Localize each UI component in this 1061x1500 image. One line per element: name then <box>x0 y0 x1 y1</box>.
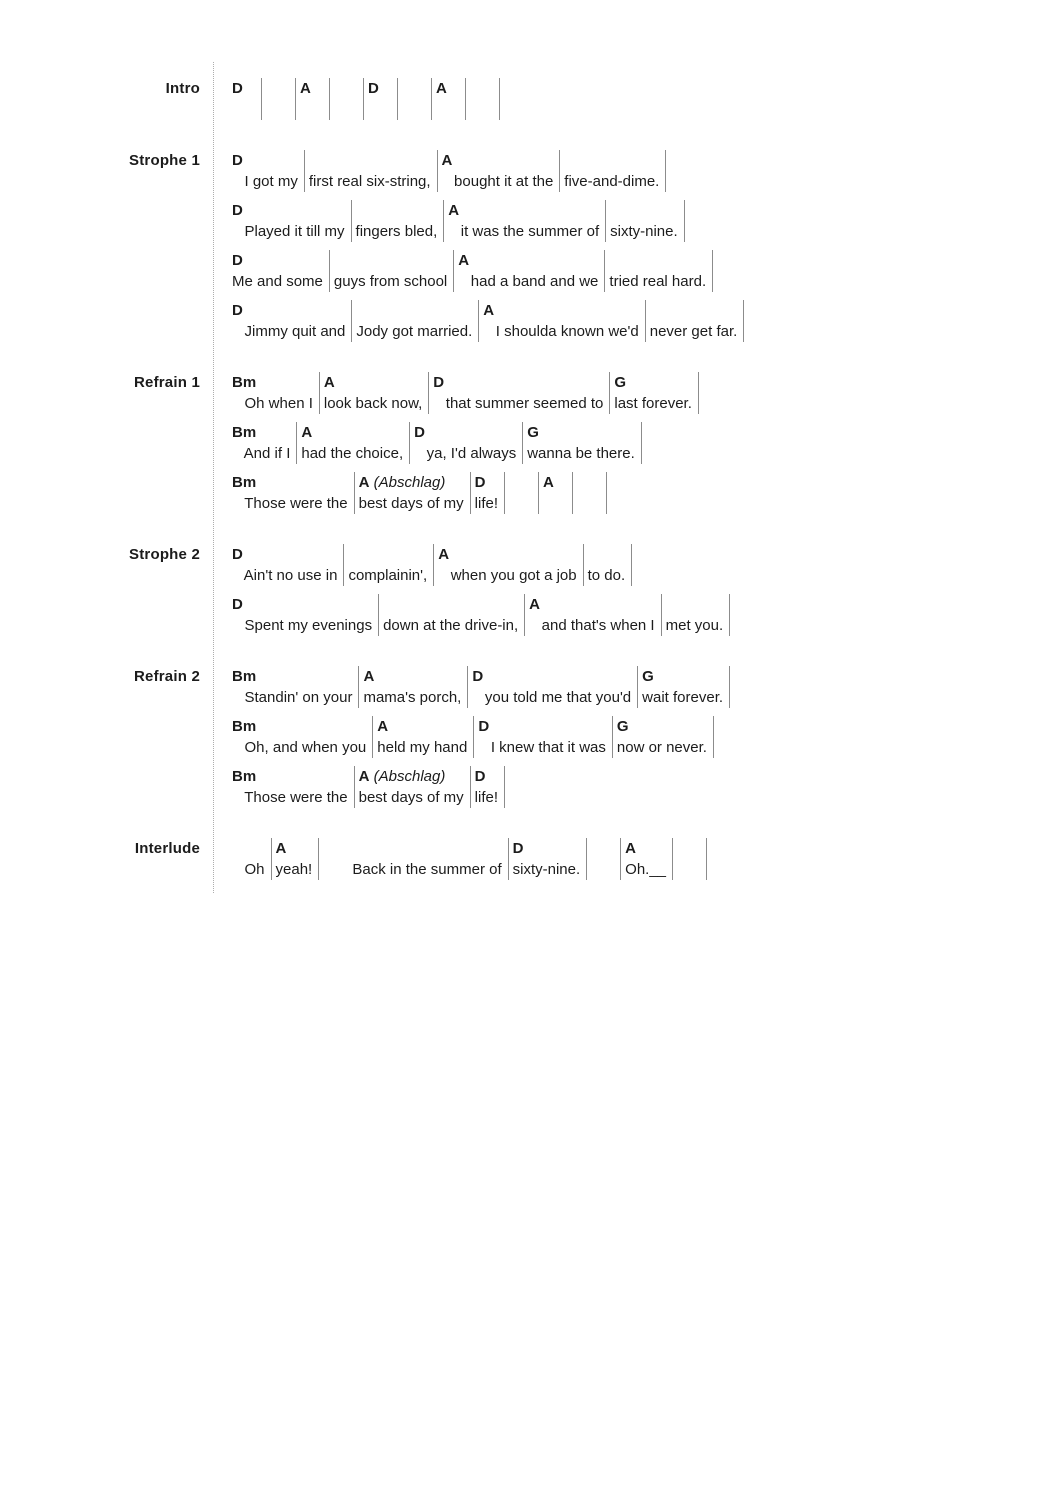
chord-line <box>543 472 566 493</box>
measure-cell <box>228 200 352 242</box>
chord-symbol: A <box>300 80 311 97</box>
section-lines <box>228 150 744 350</box>
chord-symbol: A <box>358 768 370 785</box>
empty-measure-cell <box>573 472 607 514</box>
section-label: Refrain 1 <box>134 374 200 391</box>
measure-cell <box>621 838 673 880</box>
chord-line <box>232 544 337 565</box>
chord-line <box>300 78 323 99</box>
chord-line <box>438 544 576 565</box>
lyric-text: tried real hard. <box>609 273 707 290</box>
chord-symbol: A <box>377 718 389 735</box>
chord-line <box>650 300 738 321</box>
chord-symbol: D <box>472 668 484 685</box>
chord-line <box>232 250 323 271</box>
measure-cell <box>228 716 373 758</box>
lyric-text: mama's porch, <box>363 689 462 706</box>
measure-cell <box>319 838 508 880</box>
lyric-text: I shoulda known we'd <box>483 323 639 340</box>
lyric-text: that summer seemed to <box>433 395 604 412</box>
section-label: Intro <box>165 80 200 97</box>
measure-cell <box>438 150 561 192</box>
lyric-text: I got my <box>232 173 298 190</box>
section-label: Strophe 2 <box>129 546 200 563</box>
lyric-text: down at the drive-in, <box>383 617 519 634</box>
lyric-text: fingers bled, <box>355 223 438 240</box>
song-section <box>0 666 1061 816</box>
measure-cell <box>509 838 588 880</box>
chord-lyric-line <box>228 766 730 808</box>
chord-symbol: A <box>625 840 636 857</box>
chord-symbol: D <box>232 252 243 269</box>
lyric-text: Back in the summer of <box>323 861 502 878</box>
chord-lyric-line <box>228 594 730 636</box>
lyric-text <box>402 99 425 120</box>
lyric-text: you told me that you'd <box>472 689 632 706</box>
lyric-text <box>577 493 600 514</box>
lyric-text: Jimmy quit and <box>232 323 346 340</box>
chord-line <box>610 200 678 221</box>
lyric-text: never get far. <box>649 323 738 340</box>
lyric-text: life! <box>474 495 499 512</box>
lyric-text: Oh <box>232 861 265 878</box>
measure-cell <box>228 372 320 414</box>
empty-measure-cell <box>673 838 707 880</box>
chord-line <box>588 544 626 565</box>
chord-line <box>334 250 447 271</box>
measure-cell <box>344 544 434 586</box>
measure-cell <box>228 250 330 292</box>
lyric-text <box>232 99 255 120</box>
chord-symbol: A <box>363 668 375 685</box>
lyric-text <box>543 493 566 514</box>
empty-measure-cell <box>330 78 364 120</box>
lyric-text: I knew that it was <box>478 739 606 756</box>
chord-line <box>577 472 600 493</box>
lyric-text: best days of my <box>358 495 464 512</box>
chord-annotation: (Abschlag) <box>369 474 446 491</box>
chord-symbol: D <box>232 302 243 319</box>
chord-symbol: D <box>474 474 486 491</box>
chord-symbol: D <box>433 374 445 391</box>
chord-symbol: A <box>458 252 470 269</box>
chord-symbol: A <box>448 202 460 219</box>
empty-measure-cell <box>505 472 539 514</box>
lyric-text: had the choice, <box>301 445 404 462</box>
measure-cell <box>228 594 379 636</box>
lyric-text: Those were the <box>232 495 348 512</box>
chord-line <box>232 716 366 737</box>
chord-line <box>368 78 391 99</box>
chord-line <box>334 78 357 99</box>
lyric-text: and that's when I <box>529 617 655 634</box>
song-section <box>0 150 1061 350</box>
measure-cell <box>359 666 468 708</box>
chord-symbol: D <box>232 596 243 613</box>
measure-cell <box>355 472 471 514</box>
lyric-text: sixty-nine. <box>512 861 581 878</box>
section-lines <box>228 838 707 888</box>
lyric-text: look back now, <box>323 395 423 412</box>
chord-symbol: A <box>441 152 453 169</box>
measure-cell <box>429 372 610 414</box>
chord-line <box>591 838 614 859</box>
lyric-text: Me and some <box>232 273 323 290</box>
song-section <box>0 78 1061 128</box>
chord-symbol: D <box>478 718 490 735</box>
measure-cell <box>539 472 573 514</box>
chord-line <box>433 372 603 393</box>
lyric-text: last forever. <box>614 395 692 412</box>
measure-cell <box>610 372 699 414</box>
chord-symbol: G <box>642 668 654 685</box>
lyric-text: Spent my evenings <box>232 617 373 634</box>
chord-line <box>363 666 461 687</box>
lyric-text: life! <box>474 789 499 806</box>
chord-line <box>356 200 438 221</box>
chord-symbol: A <box>529 596 540 613</box>
chord-symbol: G <box>616 718 629 735</box>
chord-line <box>513 838 581 859</box>
chord-line <box>232 422 290 443</box>
chord-line <box>266 78 289 99</box>
lyric-text: Jody got married. <box>356 323 473 340</box>
empty-measure-cell <box>262 78 296 120</box>
lyric-text <box>677 859 700 880</box>
chord-symbol: D <box>232 546 243 563</box>
measure-cell <box>662 594 731 636</box>
measure-cell <box>297 422 410 464</box>
lyric-text: Ain't no use in <box>232 567 338 584</box>
lyric-text: complainin', <box>348 567 428 584</box>
chord-line <box>301 422 403 443</box>
chord-line <box>614 372 692 393</box>
measure-cell <box>646 300 745 342</box>
lyric-text <box>368 99 391 120</box>
song-section <box>0 544 1061 644</box>
sections-container <box>0 78 1061 888</box>
chord-line <box>359 472 464 493</box>
chord-lyric-line <box>228 150 744 192</box>
measure-cell <box>434 544 583 586</box>
measure-cell <box>613 716 714 758</box>
lyric-text: now or never. <box>616 739 707 756</box>
chord-line <box>232 300 345 321</box>
lyric-text: guys from school <box>333 273 448 290</box>
lyric-text <box>334 99 357 120</box>
measure-cell <box>352 200 445 242</box>
measure-cell <box>638 666 730 708</box>
section-lines <box>228 544 730 644</box>
chord-symbol: A <box>323 374 335 391</box>
chord-line <box>276 838 313 859</box>
chord-symbol: A <box>438 546 450 563</box>
measure-cell <box>296 78 330 120</box>
chord-line <box>402 78 425 99</box>
chord-annotation: (Abschlag) <box>369 768 446 785</box>
lyric-text <box>436 99 459 120</box>
measure-cell <box>584 544 633 586</box>
measure-cell <box>474 716 613 758</box>
chord-line <box>324 372 422 393</box>
chord-lyric-line <box>228 250 744 292</box>
chord-line <box>483 300 638 321</box>
lyric-text <box>266 99 289 120</box>
lyric-text: Oh when I <box>232 395 313 412</box>
chord-lyric-line <box>228 472 699 514</box>
measure-cell <box>479 300 645 342</box>
lyric-text: Played it till my <box>232 223 345 240</box>
measure-cell <box>320 372 429 414</box>
measure-cell <box>355 766 471 808</box>
chord-line <box>232 666 352 687</box>
measure-cell <box>228 300 352 342</box>
measure-cell <box>410 422 523 464</box>
empty-measure-cell <box>466 78 500 120</box>
chord-lyric-line <box>228 716 730 758</box>
measure-cell <box>228 78 262 120</box>
measure-cell <box>523 422 642 464</box>
lyric-text: held my hand <box>377 739 468 756</box>
chord-line <box>527 422 635 443</box>
chord-line <box>232 472 348 493</box>
measure-cell <box>228 422 297 464</box>
measure-cell <box>228 544 344 586</box>
measure-cell <box>432 78 466 120</box>
chord-line <box>666 594 724 615</box>
chord-symbol: A <box>301 424 313 441</box>
chord-line <box>472 666 631 687</box>
section-label: Interlude <box>134 840 200 857</box>
chord-line <box>478 716 606 737</box>
empty-measure-cell <box>398 78 432 120</box>
measure-cell <box>352 300 479 342</box>
lyric-text: when you got a job <box>438 567 577 584</box>
chord-symbol: A <box>275 840 287 857</box>
lyric-text: Standin' on your <box>232 689 353 706</box>
chord-symbol: D <box>368 80 379 97</box>
chord-symbol: A <box>358 474 370 491</box>
chord-line <box>617 716 707 737</box>
chord-line <box>625 838 666 859</box>
chord-symbol: G <box>527 424 539 441</box>
lyric-text: Those were the <box>232 789 348 806</box>
section-lines <box>228 666 730 816</box>
chord-line <box>232 200 345 221</box>
measure-cell <box>364 78 398 120</box>
chord-line <box>442 150 554 171</box>
measure-cell <box>228 838 272 880</box>
measure-cell <box>471 472 505 514</box>
chord-line <box>564 150 659 171</box>
lyric-text: Oh.__ <box>625 861 667 878</box>
chord-line <box>448 200 599 221</box>
chord-line <box>642 666 723 687</box>
measure-cell <box>560 150 666 192</box>
lyric-text <box>591 859 614 880</box>
chord-symbol: Bm <box>232 768 257 785</box>
lyric-text: Oh, and when you <box>232 739 367 756</box>
chord-lyric-line <box>228 666 730 708</box>
chord-symbol: A <box>436 80 447 97</box>
lyric-text: wait forever. <box>642 689 724 706</box>
lyric-text <box>470 99 493 120</box>
chord-line <box>359 766 464 787</box>
section-label: Strophe 1 <box>129 152 200 169</box>
chord-line <box>609 250 706 271</box>
chord-lyric-line <box>228 544 730 586</box>
song-section <box>0 838 1061 888</box>
chord-lyric-line <box>228 300 744 342</box>
lyric-text: it was the summer of <box>448 223 600 240</box>
chord-lyric-line <box>228 838 707 880</box>
chord-symbol: A <box>483 302 495 319</box>
chord-symbol: Bm <box>232 474 257 491</box>
chord-line <box>529 594 654 615</box>
lyric-text: had a band and we <box>458 273 599 290</box>
empty-measure-cell <box>587 838 621 880</box>
measure-cell <box>525 594 661 636</box>
chord-line <box>509 472 532 493</box>
label-divider-dotted-line <box>213 62 214 893</box>
chord-line <box>232 78 255 99</box>
chord-line <box>232 372 313 393</box>
chord-symbol: D <box>232 80 243 97</box>
chord-symbol: Bm <box>232 668 257 685</box>
lyric-text: met you. <box>665 617 724 634</box>
lyric-text: bought it at the <box>441 173 554 190</box>
measure-cell <box>454 250 605 292</box>
lyric-text: And if I <box>232 445 291 462</box>
chord-lyric-line <box>228 372 699 414</box>
lyric-text: five-and-dime. <box>564 173 660 190</box>
lyric-text <box>300 99 323 120</box>
chord-symbol: D <box>474 768 486 785</box>
chord-line <box>232 150 298 171</box>
chord-line <box>232 766 348 787</box>
chord-line <box>309 150 431 171</box>
measure-cell <box>330 250 454 292</box>
measure-cell <box>373 716 474 758</box>
chord-symbol: D <box>512 840 524 857</box>
section-label: Refrain 2 <box>134 668 200 685</box>
measure-cell <box>228 150 305 192</box>
measure-cell <box>305 150 438 192</box>
chord-line <box>470 78 493 99</box>
chord-line <box>377 716 467 737</box>
lyric-text: ya, I'd always <box>414 445 517 462</box>
lyric-text: first real six-string, <box>308 173 431 190</box>
chord-line <box>232 594 372 615</box>
section-lines <box>228 372 699 522</box>
lyric-text: to do. <box>587 567 626 584</box>
chord-line <box>348 544 427 565</box>
chord-line <box>436 78 459 99</box>
section-lines <box>228 78 500 128</box>
measure-cell <box>606 200 685 242</box>
chord-line <box>458 250 598 271</box>
chord-line <box>475 472 498 493</box>
measure-cell <box>471 766 505 808</box>
lyric-text: wanna be there. <box>527 445 635 462</box>
chord-symbol: D <box>232 152 243 169</box>
measure-cell <box>468 666 638 708</box>
chord-lyric-line <box>228 422 699 464</box>
measure-cell <box>272 838 320 880</box>
measure-cell <box>228 766 355 808</box>
lyric-text: best days of my <box>358 789 464 806</box>
lyric-text <box>509 493 532 514</box>
measure-cell <box>228 472 355 514</box>
chord-line <box>677 838 700 859</box>
song-section <box>0 372 1061 522</box>
measure-cell <box>228 666 359 708</box>
chord-symbol: Bm <box>232 374 257 391</box>
chord-line <box>323 838 501 859</box>
chord-symbol: Bm <box>232 424 257 441</box>
chord-symbol: G <box>614 374 627 391</box>
chord-symbol: A <box>543 474 554 491</box>
measure-cell <box>444 200 606 242</box>
measure-cell <box>605 250 713 292</box>
chord-symbol: D <box>232 202 243 219</box>
chord-lyric-line <box>228 200 744 242</box>
chord-line <box>232 838 265 859</box>
chord-symbol: Bm <box>232 718 257 735</box>
chord-line <box>356 300 472 321</box>
chord-line <box>475 766 498 787</box>
chord-line <box>414 422 516 443</box>
chord-line <box>383 594 518 615</box>
lyric-text: yeah! <box>275 861 313 878</box>
measure-cell <box>379 594 525 636</box>
chord-lyric-line <box>228 78 500 120</box>
chord-symbol: D <box>414 424 425 441</box>
lyric-text: sixty-nine. <box>610 223 678 240</box>
